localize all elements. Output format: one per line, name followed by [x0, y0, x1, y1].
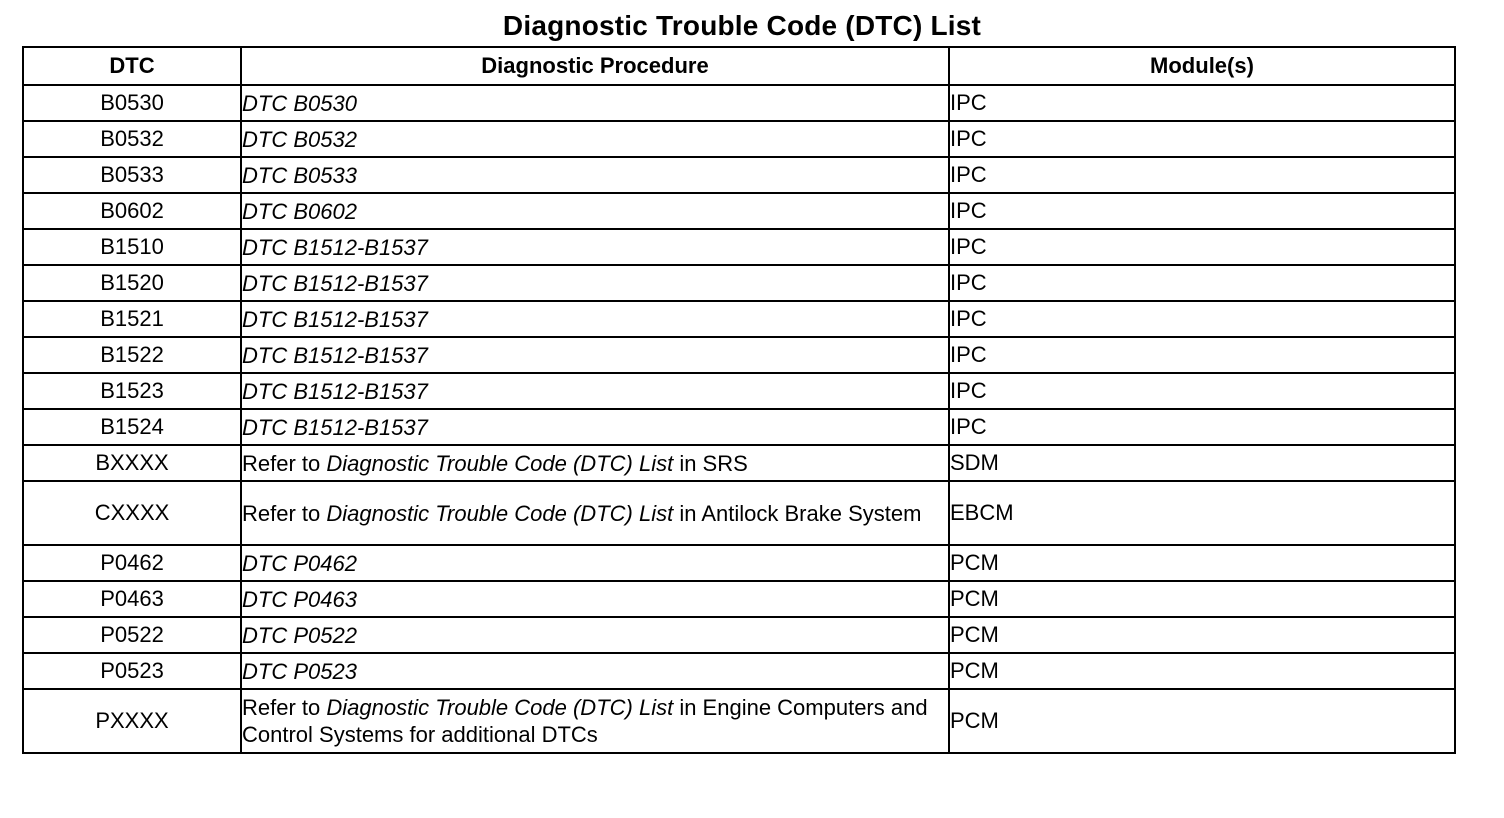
procedure-text-italic: DTC P0463: [242, 586, 357, 612]
procedure-text-after: in Engine Computers and Control Systems for additional DTCs: [242, 695, 928, 747]
module-cell: IPC: [949, 301, 1455, 337]
dtc-code-cell: B0602: [23, 193, 241, 229]
table-row: [23, 85, 1455, 121]
dtc-code-cell: B0532: [23, 121, 241, 157]
table-row: [23, 445, 1455, 481]
table-row: [23, 545, 1455, 581]
dtc-code-cell: B1521: [23, 301, 241, 337]
procedure-text-italic: DTC B0530: [242, 90, 357, 116]
procedure-text-before: Refer to: [242, 500, 327, 526]
table-row: [23, 481, 1455, 545]
module-cell: EBCM: [949, 481, 1455, 545]
module-cell: IPC: [949, 229, 1455, 265]
dtc-code-cell: P0463: [23, 581, 241, 617]
page-title: Diagnostic Trouble Code (DTC) List: [502, 10, 982, 41]
dtc-code-cell: B1522: [23, 337, 241, 373]
procedure-text-italic: DTC B0602: [242, 198, 357, 224]
procedure-text-italic: DTC P0522: [242, 622, 357, 648]
column-header-modules: Module(s): [949, 47, 1455, 85]
diagnostic-procedure-cell: [241, 193, 949, 229]
procedure-text-italic: DTC B0533: [242, 162, 357, 188]
diagnostic-procedure-cell: [241, 581, 949, 617]
procedure-text-italic: Diagnostic Trouble Code (DTC) List: [326, 500, 674, 526]
diagnostic-procedure-cell: [241, 545, 949, 581]
table-row: [23, 229, 1455, 265]
module-cell: PCM: [949, 617, 1455, 653]
table-row: [23, 193, 1455, 229]
table-row: [23, 121, 1455, 157]
table-header-row: [23, 47, 1455, 85]
module-cell: IPC: [949, 121, 1455, 157]
dtc-code-cell: B1524: [23, 409, 241, 445]
dtc-code-cell: P0523: [23, 653, 241, 689]
column-header-procedure: Diagnostic Procedure: [241, 47, 949, 85]
module-cell: IPC: [949, 409, 1455, 445]
dtc-table: [22, 46, 1456, 754]
dtc-code-cell: B0533: [23, 157, 241, 193]
diagnostic-procedure-cell: [241, 481, 949, 545]
module-cell: IPC: [949, 193, 1455, 229]
module-cell: IPC: [949, 157, 1455, 193]
module-cell: IPC: [949, 337, 1455, 373]
procedure-text-after: in Antilock Brake System: [673, 500, 922, 526]
module-cell: PCM: [949, 581, 1455, 617]
module-cell: PCM: [949, 545, 1455, 581]
diagnostic-procedure-cell: [241, 373, 949, 409]
diagnostic-procedure-cell: [241, 229, 949, 265]
procedure-text-before: Refer to: [242, 450, 327, 476]
procedure-text-before: Refer to: [242, 695, 327, 720]
table-row: [23, 157, 1455, 193]
table-row: [23, 581, 1455, 617]
module-cell: IPC: [949, 373, 1455, 409]
dtc-code-cell: PXXXX: [23, 689, 241, 753]
dtc-code-cell: B0530: [23, 85, 241, 121]
table-row: [23, 653, 1455, 689]
diagnostic-procedure-cell: [241, 445, 949, 481]
procedure-text-italic: DTC P0462: [242, 550, 357, 576]
dtc-code-cell: BXXXX: [23, 445, 241, 481]
procedure-text-italic: DTC B1512-B1537: [242, 306, 428, 332]
diagnostic-procedure-cell: [241, 337, 949, 373]
diagnostic-procedure-cell: [241, 689, 949, 753]
table-row: [23, 409, 1455, 445]
table-row: [23, 337, 1455, 373]
procedure-text-italic: DTC B1512-B1537: [242, 342, 428, 368]
procedure-text-italic: DTC B0532: [242, 126, 357, 152]
procedure-text-after: in SRS: [673, 450, 748, 476]
diagnostic-procedure-cell: [241, 409, 949, 445]
table-row: [23, 617, 1455, 653]
procedure-text-italic: Diagnostic Trouble Code (DTC) List: [326, 450, 674, 476]
module-cell: PCM: [949, 653, 1455, 689]
diagnostic-procedure-cell: [241, 301, 949, 337]
dtc-code-cell: B1510: [23, 229, 241, 265]
diagnostic-procedure-cell: [241, 617, 949, 653]
diagnostic-procedure-cell: [241, 265, 949, 301]
procedure-text-italic: Diagnostic Trouble Code (DTC) List: [326, 695, 674, 720]
procedure-text-italic: DTC B1512-B1537: [242, 270, 428, 296]
table-row: [23, 689, 1455, 753]
module-cell: PCM: [949, 689, 1455, 753]
diagnostic-procedure-cell: [241, 653, 949, 689]
module-cell: IPC: [949, 265, 1455, 301]
dtc-code-cell: P0462: [23, 545, 241, 581]
procedure-text-italic: DTC B1512-B1537: [242, 234, 428, 260]
procedure-text-italic: DTC B1512-B1537: [242, 378, 428, 404]
dtc-code-cell: B1520: [23, 265, 241, 301]
dtc-code-cell: CXXXX: [23, 481, 241, 545]
module-cell: SDM: [949, 445, 1455, 481]
diagnostic-procedure-cell: [241, 85, 949, 121]
module-cell: IPC: [949, 85, 1455, 121]
table-row: [23, 301, 1455, 337]
diagnostic-procedure-cell: [241, 121, 949, 157]
dtc-code-cell: B1523: [23, 373, 241, 409]
procedure-text-italic: DTC P0523: [242, 658, 357, 684]
table-row: [23, 373, 1455, 409]
diagnostic-procedure-cell: [241, 157, 949, 193]
column-header-dtc: DTC: [23, 47, 241, 85]
dtc-code-cell: P0522: [23, 617, 241, 653]
procedure-text-italic: DTC B1512-B1537: [242, 414, 428, 440]
table-body: [23, 85, 1455, 753]
table-row: [23, 265, 1455, 301]
